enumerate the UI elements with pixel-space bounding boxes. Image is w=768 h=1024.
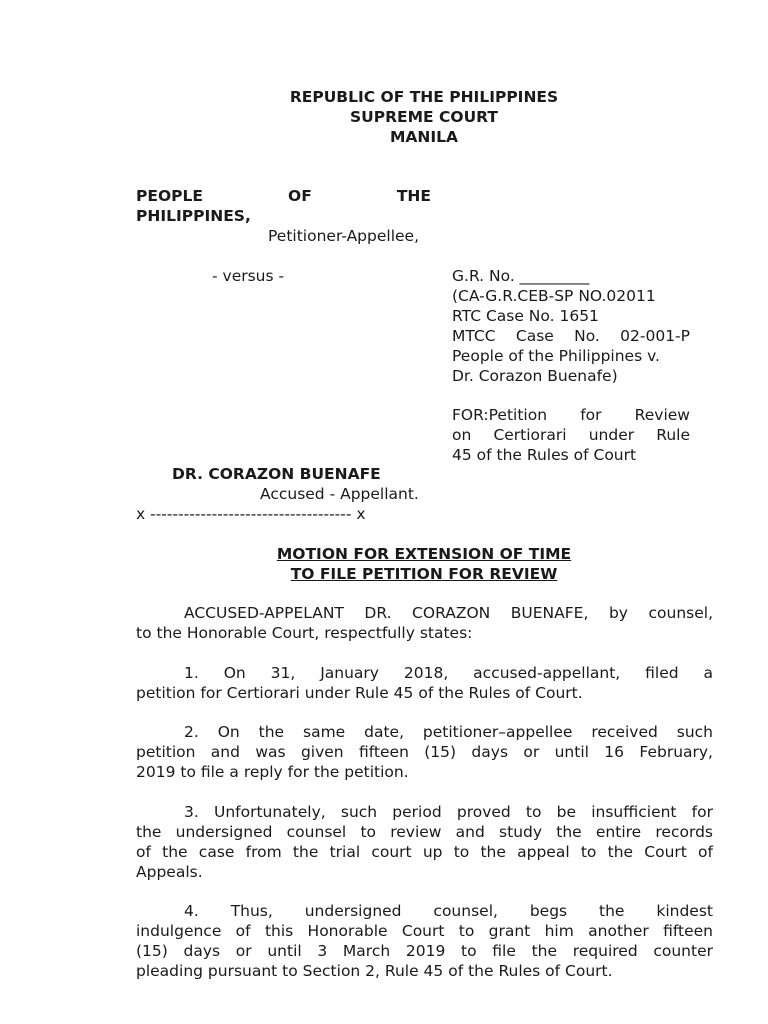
rtc-case: RTC Case No. 1651 (452, 307, 599, 325)
for-line3: 45 of the Rules of Court (452, 446, 637, 464)
motion-title-line2: TO FILE PETITION FOR REVIEW (290, 565, 558, 583)
intro-line2: to the Honorable Court, respectfully states: (136, 624, 473, 642)
header-city: MANILA (389, 128, 459, 146)
p3-line2: the undersigned counsel to review and study the entire records (136, 823, 713, 841)
for-line1-text: FOR:Petition for Review (452, 406, 690, 424)
p1-line1: 1. On 31, January 2018, accused-appellant, filed a (184, 664, 713, 682)
p2-line3: 2019 to file a reply for the petition. (136, 763, 409, 781)
header-republic: REPUBLIC OF THE PHILIPPINES (289, 88, 559, 106)
p3-line1: 3. Unfortunately, such period proved to be insufficient for (184, 803, 713, 821)
paragraph-2 (136, 722, 713, 782)
for-line1 (452, 405, 690, 425)
mtcc-case (452, 326, 690, 346)
versus-label: - versus - (212, 267, 285, 285)
p3-line4: Appeals. (136, 863, 203, 881)
party1-line1 (136, 186, 431, 206)
party1-word2: OF (288, 187, 312, 205)
paragraph-1 (136, 663, 713, 703)
gr-number: G.R. No. _________ (452, 267, 590, 285)
paragraph-4 (136, 901, 713, 981)
party2-name: DR. CORAZON BUENAFE (172, 465, 381, 483)
motion-title-line1: MOTION FOR EXTENSION OF TIME (276, 545, 572, 563)
p4-line1: 4. Thus, undersigned counsel, begs the kindest (184, 902, 713, 920)
intro-paragraph (136, 603, 713, 643)
mtcc-case-text: MTCC Case No. 02-001-P (452, 327, 690, 345)
p4-line3: (15) days or until 3 March 2019 to file the required counter (136, 942, 713, 960)
p1-line2: petition for Certiorari under Rule 45 of the Rules of Court. (136, 684, 583, 702)
caption-divider: x ------------------------------------ x (136, 505, 366, 523)
intro-line1: ACCUSED-APPELANT DR. CORAZON BUENAFE, by counsel, (184, 604, 713, 622)
for-line2 (452, 425, 690, 445)
case-title-line1: People of the Philippines v. (452, 347, 660, 365)
header-court: SUPREME COURT (350, 108, 498, 126)
for-line2-text: on Certiorari under Rule (452, 426, 690, 444)
p4-line2: indulgence of this Honorable Court to grant him another fifteen (136, 922, 713, 940)
p3-line3: of the case from the trial court up to the appeal to the Court of (136, 843, 713, 861)
party1-word3: THE (396, 187, 431, 205)
party1-role: Petitioner-Appellee, (268, 227, 420, 245)
party2-role: Accused - Appellant. (260, 485, 419, 503)
p2-line1: 2. On the same date, petitioner–appellee received such (184, 723, 713, 741)
paragraph-3 (136, 802, 713, 882)
case-title-line2: Dr. Corazon Buenafe) (452, 367, 618, 385)
p4-line4: pleading pursuant to Section 2, Rule 45 of the Rules of Court. (136, 962, 613, 980)
party1-word1: PEOPLE (136, 187, 203, 205)
ca-number: (CA-G.R.CEB-SP NO.02011 (452, 287, 656, 305)
p2-line2: petition and was given fifteen (15) days or until 16 February, (136, 743, 713, 761)
party1-line2: PHILIPPINES, (136, 207, 251, 225)
